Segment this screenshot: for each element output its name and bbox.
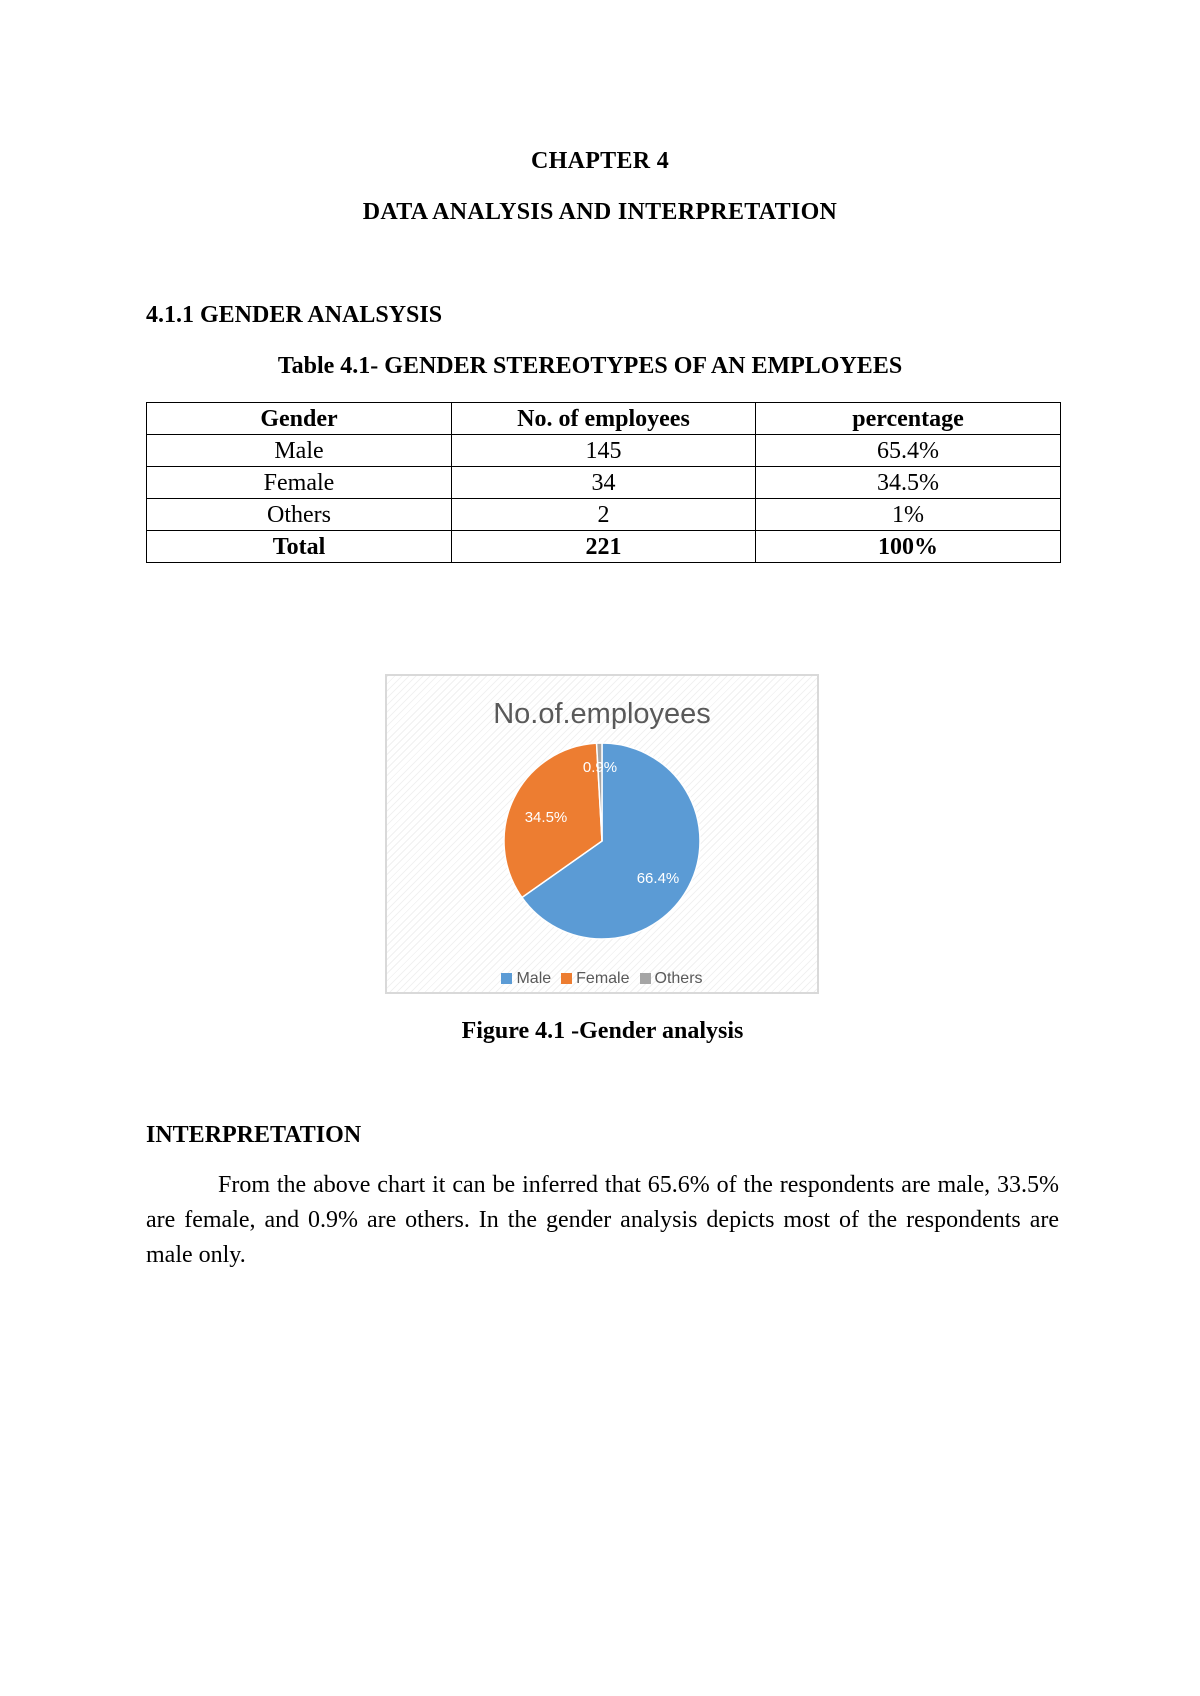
interpretation-body: From the above chart it can be inferred that 65.6% of the respondents are male, 33.5% are female, and 0.9% are others. In the gender analysis depicts most of the respondents are male only.: [146, 1172, 1059, 1268]
table-header-cell: No. of employees: [452, 403, 756, 435]
table-header-cell: percentage: [756, 403, 1061, 435]
legend-label: Others: [654, 970, 703, 987]
chart-legend: [387, 970, 817, 988]
table-cell: 34.5%: [756, 467, 1061, 499]
pie-chart: [385, 674, 819, 994]
table-cell: Others: [147, 499, 452, 531]
table-cell: Total: [147, 531, 452, 563]
chapter-number: CHAPTER 4: [530, 148, 670, 174]
pie-data-label: 0.9%: [582, 759, 618, 776]
interpretation-title: INTERPRETATION: [146, 1122, 362, 1148]
legend-swatch: [501, 973, 512, 984]
figure-caption: Figure 4.1 -Gender analysis: [461, 1018, 744, 1044]
table-cell: 221: [452, 531, 756, 563]
legend-item: [501, 970, 551, 988]
gender-table: [146, 402, 1061, 563]
pie-data-label: 66.4%: [636, 870, 680, 887]
table-cell: 100%: [756, 531, 1061, 563]
table-row: [147, 435, 1061, 467]
table-header-cell: Gender: [147, 403, 452, 435]
legend-item: [561, 970, 629, 988]
legend-item: [640, 970, 703, 988]
table-header-row: [147, 403, 1061, 435]
table-cell: 34: [452, 467, 756, 499]
table-total-row: [147, 531, 1061, 563]
legend-label: Female: [576, 970, 630, 987]
legend-label: Male: [516, 970, 552, 987]
table-row: [147, 499, 1061, 531]
table-row: [147, 467, 1061, 499]
pie-data-label: 34.5%: [524, 809, 568, 826]
legend-swatch: [640, 973, 651, 984]
pie-chart-plot: [387, 676, 817, 992]
table-cell: Female: [147, 467, 452, 499]
table-caption: Table 4.1- GENDER STEREOTYPES OF AN EMPLOYEES: [277, 353, 903, 379]
table-cell: 65.4%: [756, 435, 1061, 467]
table-cell: 145: [452, 435, 756, 467]
chart-title: No.of.employees: [493, 698, 711, 730]
section-title: 4.1.1 GENDER ANALSYSIS: [146, 302, 443, 328]
chapter-title: DATA ANALYSIS AND INTERPRETATION: [362, 199, 838, 225]
table-cell: 2: [452, 499, 756, 531]
legend-swatch: [561, 973, 572, 984]
table-cell: 1%: [756, 499, 1061, 531]
table-cell: Male: [147, 435, 452, 467]
